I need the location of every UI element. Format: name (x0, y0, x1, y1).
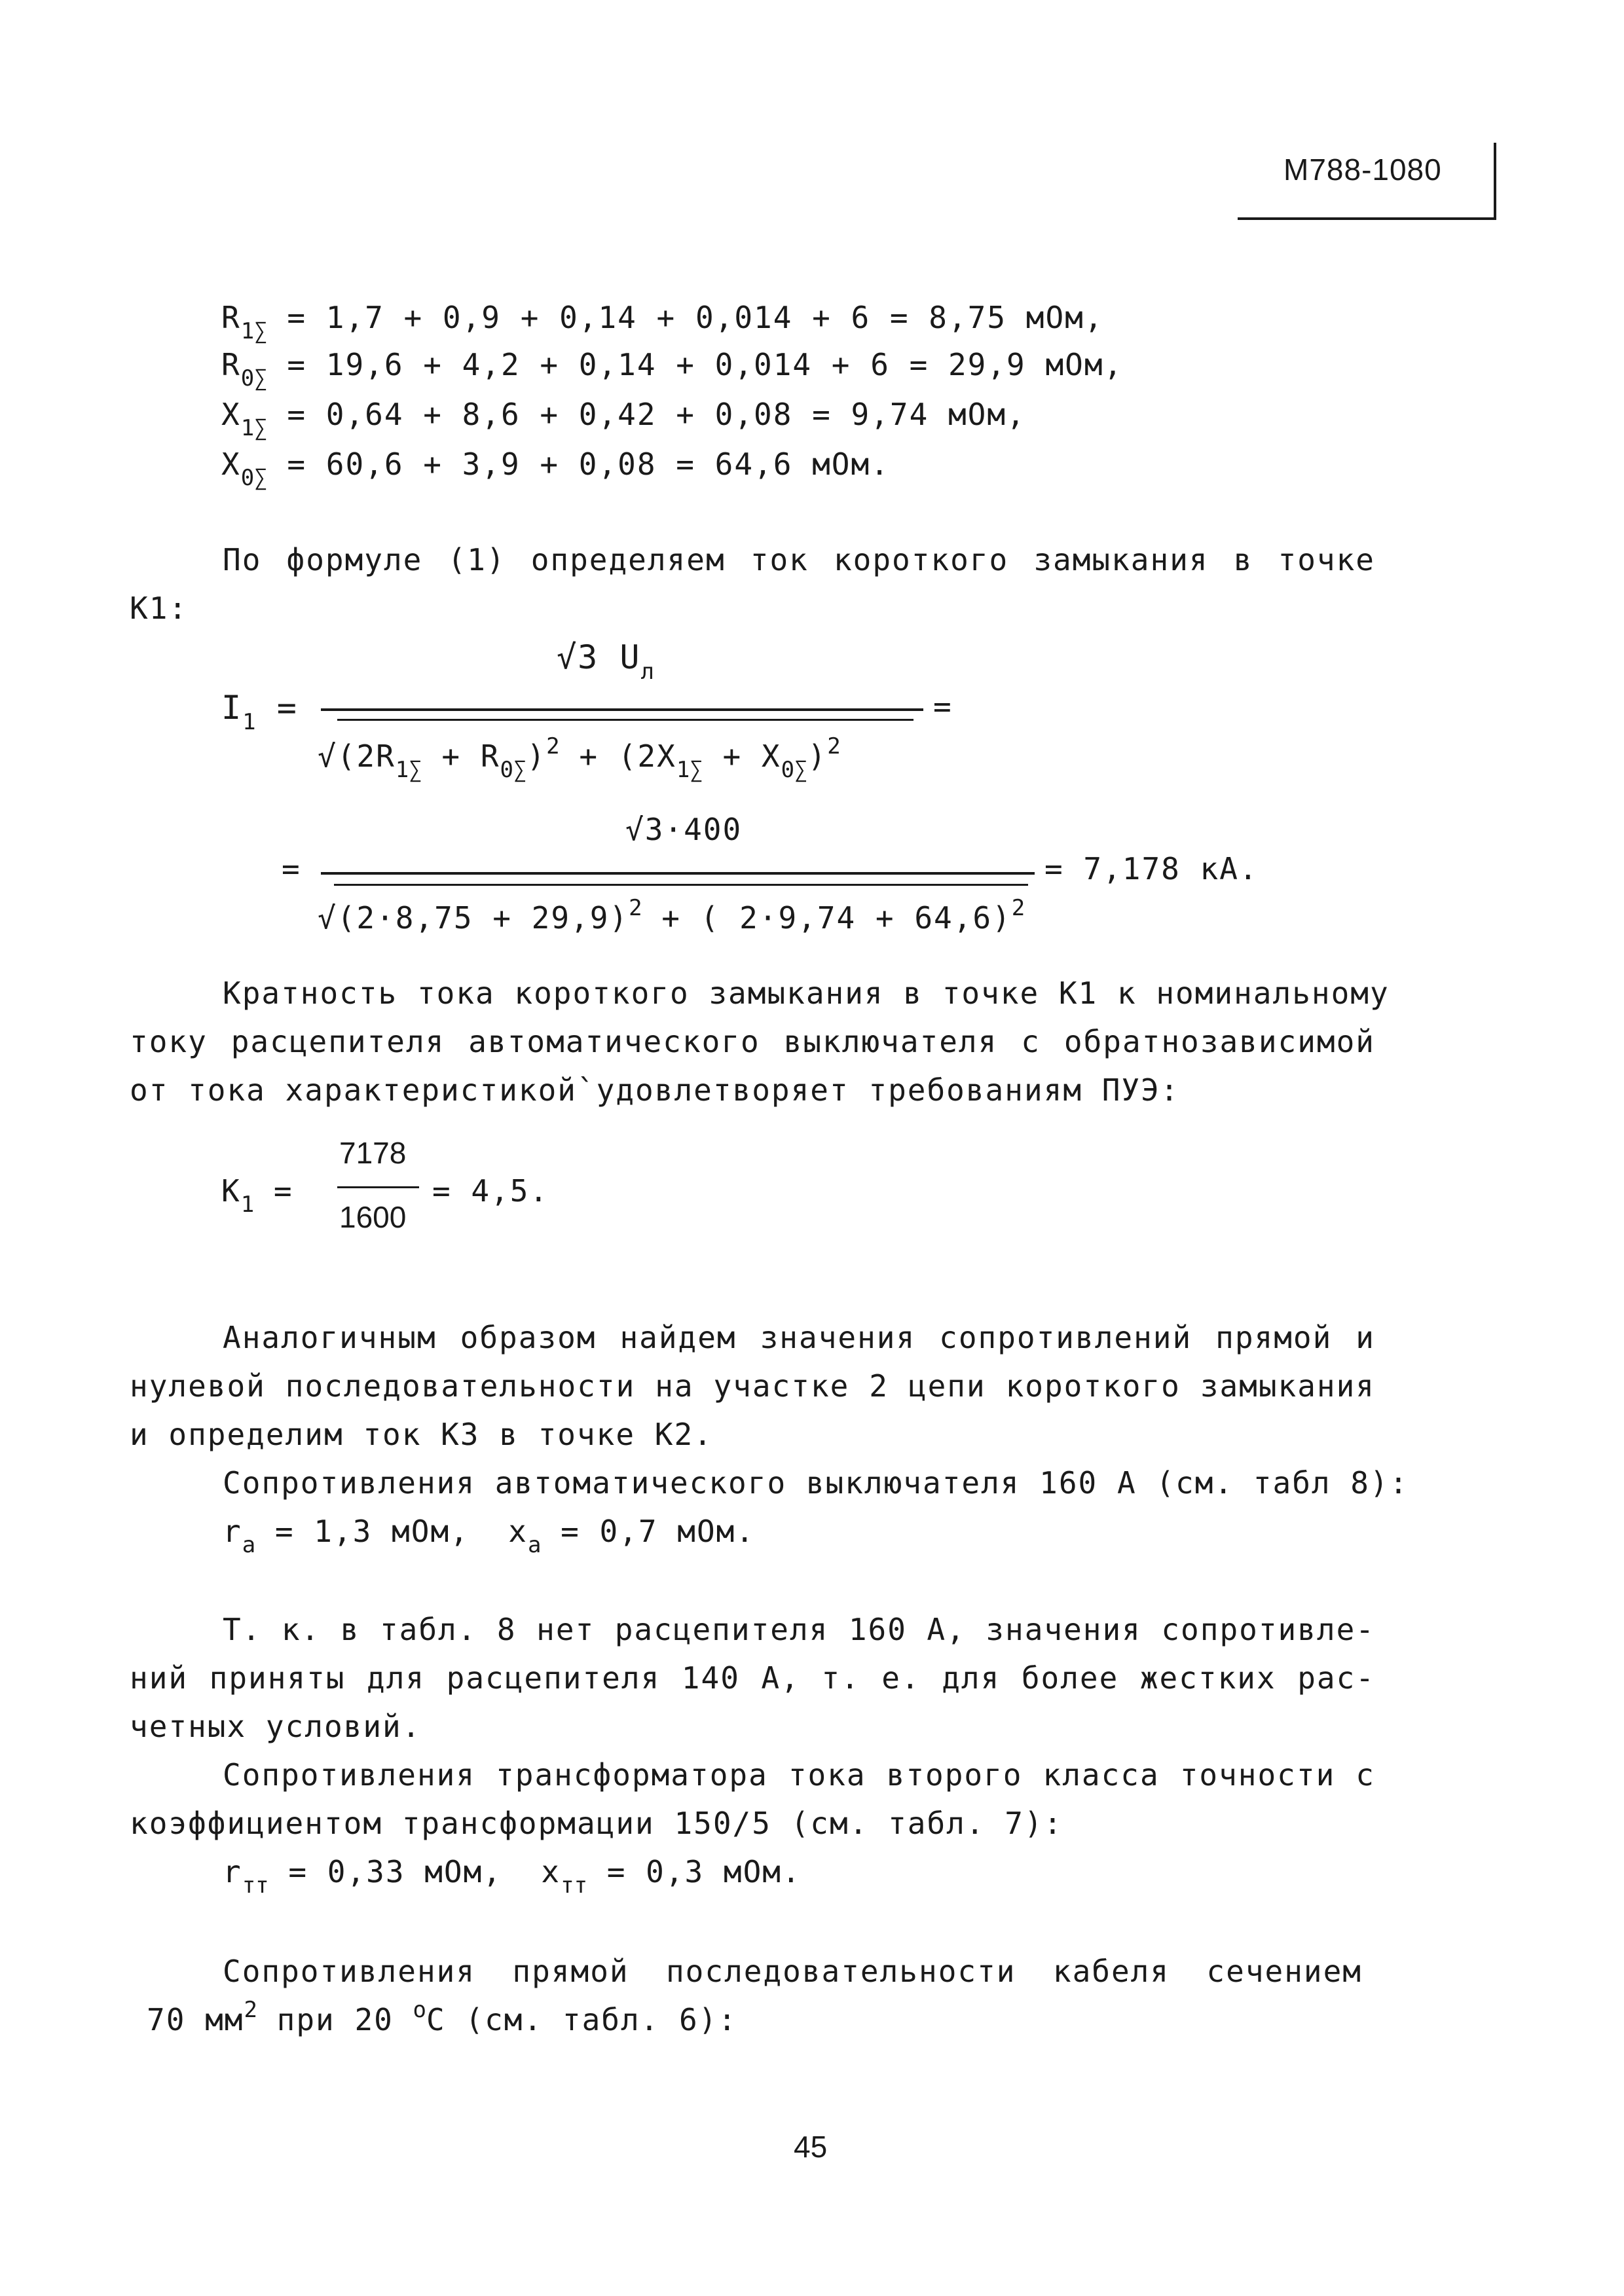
k1-lhs: $K_1$ = (221, 1173, 293, 1218)
tk-line1: Т. к. в табл. 8 нет расцепителя 160 А, значения сопротивле- (223, 1612, 1375, 1647)
sum-r0: $R_{0\sum} = 19,6 + 4,2 + 0,14 + 0,014 + 6 = 29,9$ мОм, (221, 347, 1124, 392)
ratio-line3: от тока характеристикой`удовлетворяет требованиям ПУЭ: (130, 1072, 1180, 1108)
page-number: 45 (794, 2130, 828, 2164)
i1-denominator: $√(2R_{1\sum} + R_{0\sum})^2 + (2X_{1\sum} + X_{0\sum})^2$ (318, 733, 841, 783)
k1-fraction-bar (337, 1186, 419, 1188)
i1-numerator: √3 $U_л$ (557, 638, 654, 685)
k1-denominator: 1600 (339, 1200, 407, 1234)
header-side-bar (1494, 143, 1496, 220)
sum-x0: $X_{0\sum} = 60,6 + 3,9 + 0,08 = 64,6$ мОм. (221, 446, 890, 491)
i1-root-overline (337, 719, 913, 721)
header-underline (1238, 217, 1496, 220)
i1n-fraction-bar (321, 872, 1035, 875)
ratio-line1: Кратность тока короткого замыкания в точке К1 к номинальному (223, 975, 1390, 1011)
breaker-line1: Сопротивления автоматического выключателя 160 А (см. табл 8): (223, 1465, 1409, 1501)
i1n-numerator: √3·400 (625, 812, 743, 847)
ct-line1: Сопротивления трансформатора тока второго класса точности с (223, 1757, 1375, 1793)
i1n-denominator: $√(2\cdot 8,75 + 29,9)^2$ + ( 2·9,74 + 64,6)$^2$ (318, 895, 1025, 936)
analog-line3: и определим ток КЗ в точке К2. (130, 1417, 713, 1452)
i1n-result: = 7,178 кА. (1044, 851, 1259, 886)
intro-k1-line1: По формуле (1) определяем ток короткого замыкания в точке (223, 542, 1375, 577)
i1-lhs: $I_1$ = (221, 689, 298, 735)
tk-line2: ний приняты для расцепителя 140 А, т. е. для более жестких рас- (130, 1660, 1375, 1696)
cable-line1: Сопротивления прямой последовательности кабеля сечением (223, 1954, 1362, 1989)
cable-line2: 70 $мм^2$ при 20 $^о$С (см. табл. 6): (147, 1997, 738, 2037)
i1n-root-overline (334, 884, 1028, 886)
analog-line2: нулевой последовательности на участке 2 цепи короткого замыкания (130, 1368, 1375, 1404)
sum-r1: $R_{1\sum} = 1,7 + 0,9 + 0,14 + 0,014 + 6 = 8,75$ мОм, (221, 300, 1104, 344)
k1-numerator: 7178 (339, 1136, 407, 1170)
ct-line2: коэффициентом трансформации 150/5 (см. табл. 7): (130, 1806, 1063, 1841)
i1-trailing-equals: = (933, 689, 953, 724)
sum-x1: $X_{1\sum} = 0,64 + 8,6 + 0,42 + 0,08 = 9,74$ мОм, (221, 397, 1026, 441)
tk-line3: четных условий. (130, 1709, 422, 1744)
k1-result: = 4,5. (432, 1173, 549, 1209)
breaker-values: $r_а = 1,3$ мОм, $x_а = 0,7$ мОм. (223, 1514, 756, 1558)
analog-line1: Аналогичным образом найдем значения сопротивлений прямой и (223, 1320, 1375, 1355)
intro-k1-line2: К1: (130, 591, 189, 626)
document-code: М788-1080 (1283, 153, 1442, 187)
i1-fraction-bar (321, 708, 923, 711)
i1n-equals: = (282, 851, 301, 886)
ct-values: $r_{тт} = 0,33$ мОм, $x_{тт} = 0,3$ мОм. (223, 1854, 802, 1899)
ratio-line2: току расцепителя автоматического выключателя с обратнозависимой (130, 1024, 1375, 1059)
